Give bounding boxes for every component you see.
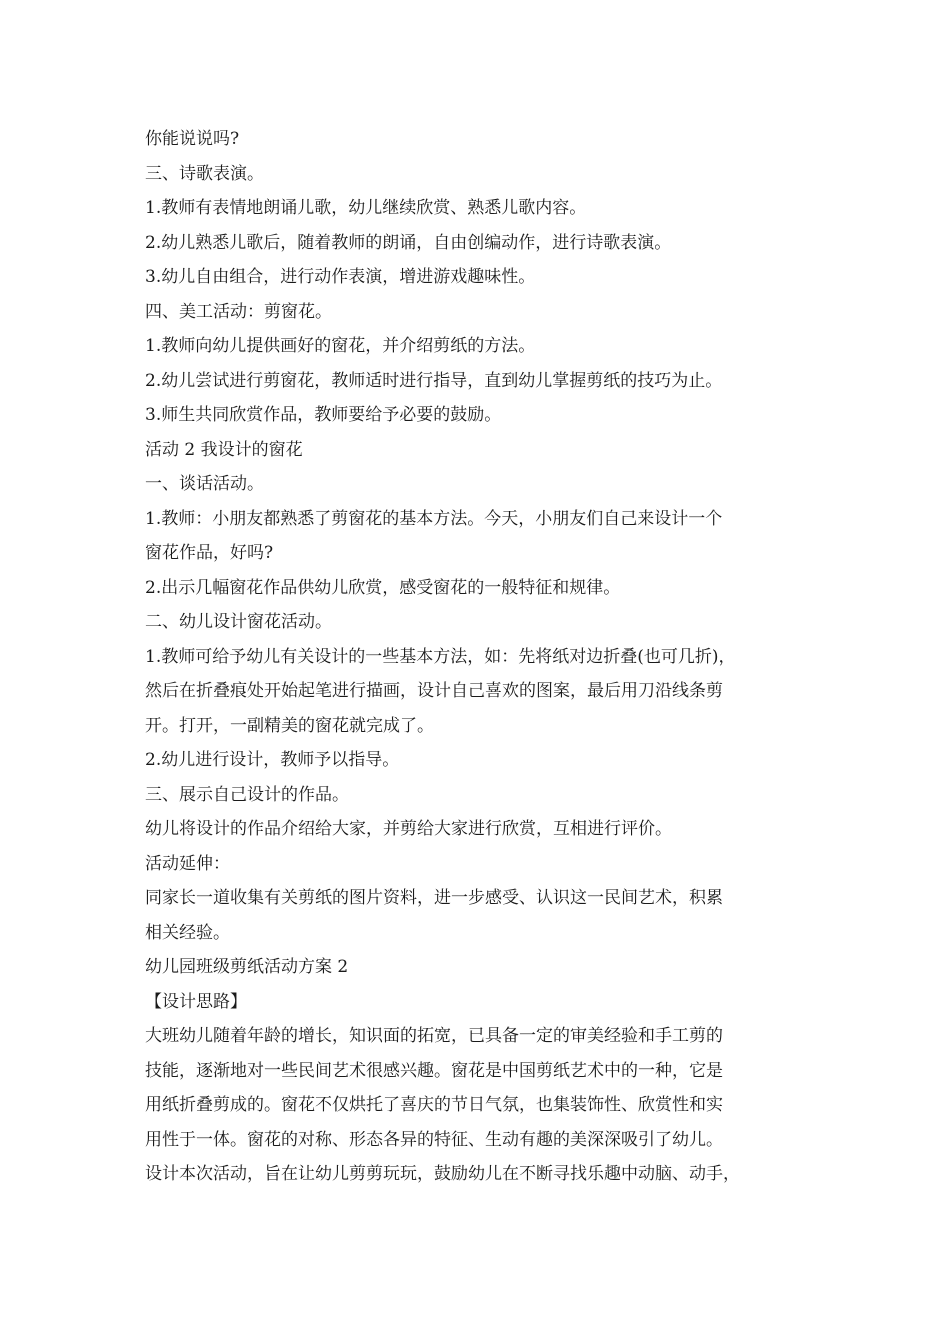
section-heading: 【设计思路】 [145,991,247,1012]
text-line: 1.教师：小朋友都熟悉了剪窗花的基本方法。今天，小朋友们自己来设计一个 [145,508,723,529]
text-line: 用性于一体。窗花的对称、形态各异的特征、生动有趣的美深深吸引了幼儿。 [145,1129,723,1150]
text-line: 2.幼儿熟悉儿歌后，随着教师的朗诵，自由创编动作，进行诗歌表演。 [145,232,672,253]
text-line: 然后在折叠痕处开始起笔进行描画，设计自己喜欢的图案，最后用刀沿线条剪 [145,681,723,701]
text-line: 你能说说吗? [145,129,240,149]
text-line: 技能，逐渐地对一些民间艺术很感兴趣。窗花是中国剪纸艺术中的一种，它是 [145,1060,723,1081]
text-line: 幼儿将设计的作品介绍给大家，并剪给大家进行欣赏，互相进行评价。 [145,819,672,839]
text-line: 2.幼儿尝试进行剪窗花，教师适时进行指导，直到幼儿掌握剪纸的技巧为止。 [145,370,723,391]
section-heading: 三、诗歌表演。 [145,163,264,184]
text-line: 设计本次活动，旨在让幼儿剪剪玩玩，鼓励幼儿在不断寻找乐趣中动脑、动手， [145,1164,740,1184]
text-line: 同家长一道收集有关剪纸的图片资料，进一步感受、认识这一民间艺术，积累 [145,888,723,908]
section-heading: 活动延伸： [145,853,230,874]
text-line: 用纸折叠剪成的。窗花不仅烘托了喜庆的节日气氛，也集装饰性、欣赏性和实 [145,1095,723,1115]
text-line: 3.幼儿自由组合，进行动作表演，增进游戏趣味性。 [145,267,536,287]
section-heading: 一、谈话活动。 [145,474,264,494]
section-heading: 二、幼儿设计窗花活动。 [145,612,332,632]
text-line: 2.幼儿进行设计，教师予以指导。 [145,750,400,770]
section-heading: 三、展示自己设计的作品。 [145,784,349,805]
plan-title: 幼儿园班级剪纸活动方案 2 [145,957,349,977]
text-line: 相关经验。 [145,922,230,943]
section-heading: 四、美工活动：剪窗花。 [145,301,332,322]
text-line: 1.教师有表情地朗诵儿歌，幼儿继续欣赏、熟悉儿歌内容。 [145,198,587,218]
text-line: 窗花作品，好吗? [145,543,274,563]
text-line: 1.教师向幼儿提供画好的窗花，并介绍剪纸的方法。 [145,336,536,356]
document-body [145,122,825,1192]
text-line: 3.师生共同欣赏作品，教师要给予必要的鼓励。 [145,405,502,425]
text-line: 1.教师可给予幼儿有关设计的一些基本方法，如：先将纸对边折叠(也可几折)， [145,646,736,667]
text-line: 大班幼儿随着年龄的增长，知识面的拓宽，已具备一定的审美经验和手工剪的 [145,1026,723,1046]
activity-title: 活动 2 我设计的窗花 [145,439,303,460]
text-line: 开。打开，一副精美的窗花就完成了。 [145,715,434,736]
text-line: 2.出示几幅窗花作品供幼儿欣赏，感受窗花的一般特征和规律。 [145,577,621,598]
